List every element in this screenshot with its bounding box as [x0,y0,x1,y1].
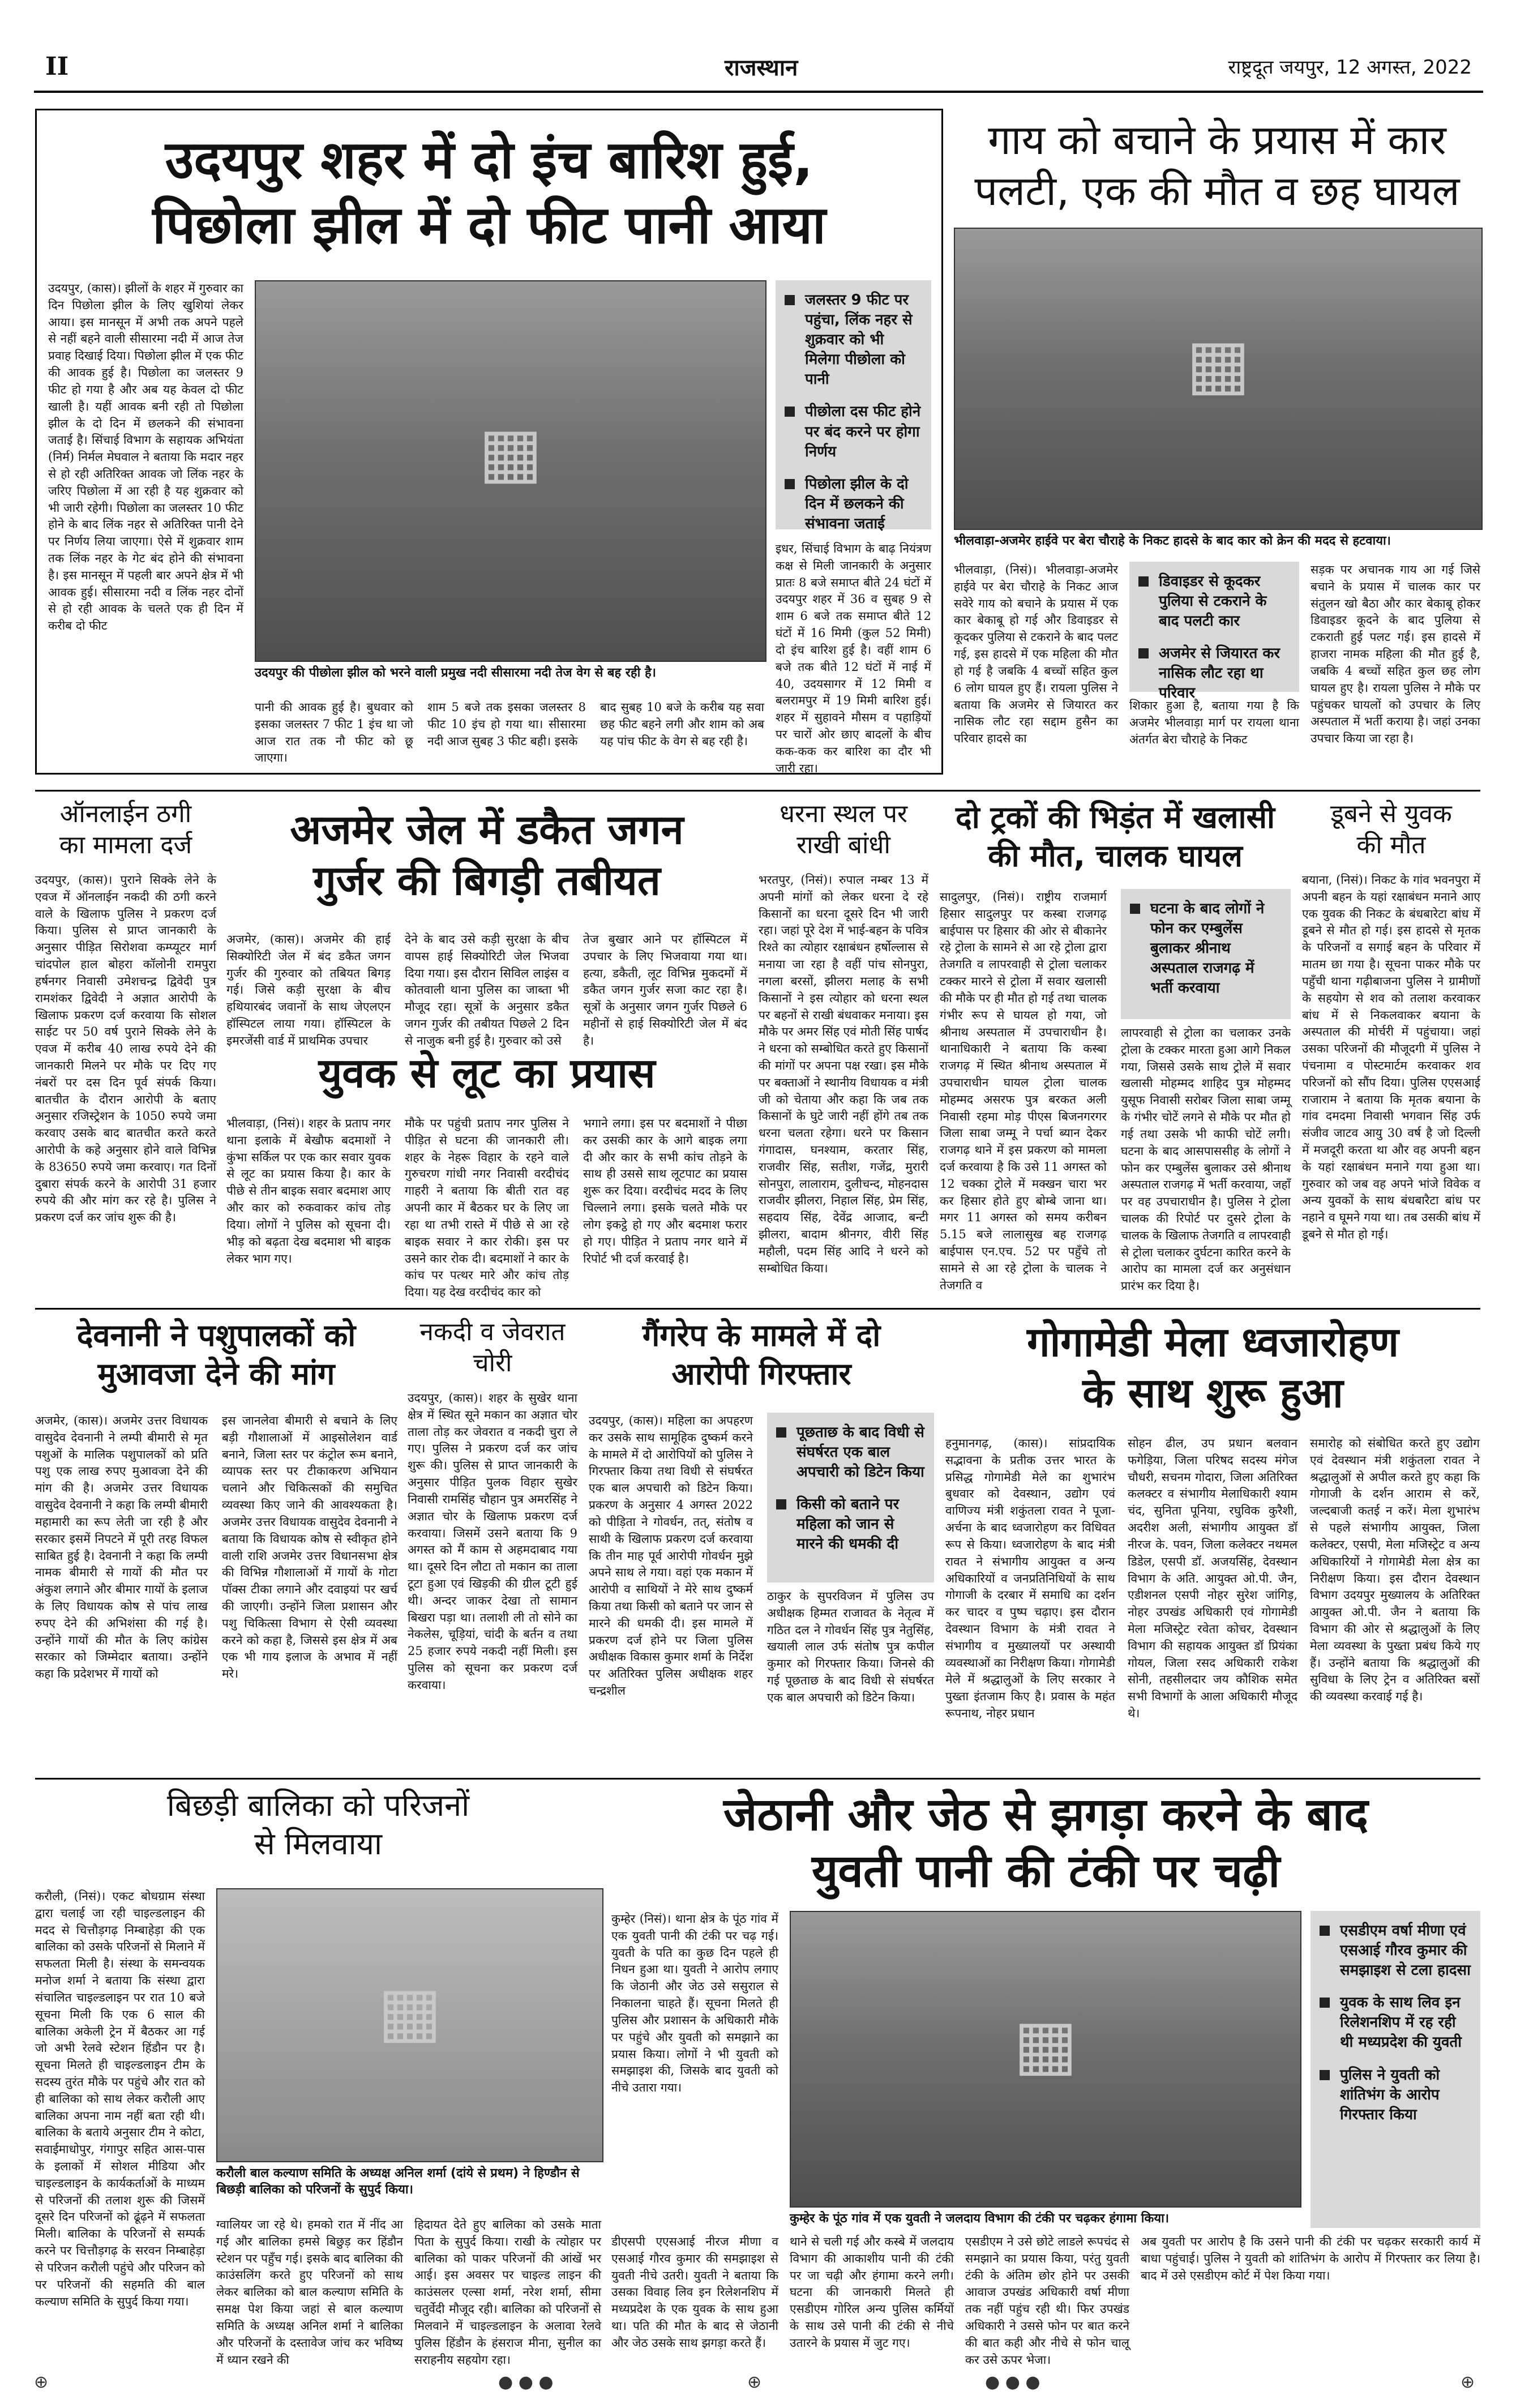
highlight-box [767,1413,934,1582]
car-crane-photo [954,228,1483,530]
highlight-box [1121,889,1291,1019]
article-column: सड़क पर अचानक गाय आ गई जिसे बचाने के प्रयास में चालक कार पर संतुलन खो बैठा और कार बेकाबू होकर डिवाइडर कूदने के बाद पुलिया से टकराती हुई पलट गई। इस हादसे में हाजरा नामक महिला की मौत हुई है, जबकि 4 बच्चों सहित कुल छह लोग घायल हुए है। रायला पुलिस ने मौके पर पहुंचकर घायलों को उपचार के लिए अस्पताल में भर्ती कराया है। जहां उनका उपचार किया जा रहा है। [1311,563,1480,746]
article-column: उदयपुर, (कास)। झीलों के शहर में गुरुवार का दिन पिछोला झील के लिए खुशियां लेकर आया। इस मानसून में अभी तक अपने पहले से नहीं बहने वाली सीसारमा नदी में आज तेज प्रवाह दिखाई दिया। पिछोला झील में एक फीट की आवक हुई है। पिछोला का जलस्तर 9 फीट हो गया है और अब यह केवल दो फीट खाली है। यहीं आवक बनी रही तो पिछोला झील के दो दिन में छलकने की संभावना जताई है। सिंचाई विभाग के सहायक अभियंता (निर्म) निर्मल मेघवाल ने बताया कि मदार नहर से हो रही अतिरिक्त आवक जो लिंक नहर के जरिए पिछोला में आ रही है यह शुक्रवार को भी जारी रहेगी। पिछोला का जलस्तर 10 फीट होने के बाद लिंक नहर से अतिरिक्त पानी देने पर निर्णय लिया जाएगा। ऐसे में शुक्रवार शाम तक लिंक नहर के गेट बंद होने की संभावना है। इस मानसून में पहली बार अपने क्षेत्र में भी आवक हुई। सीसारमा नदी व लिंक नहर दोनों से हो रही आवक के चलते एक ही दिन में करीब दो फीट [48,281,243,633]
page-footer [0,2372,1516,2395]
highlight-item: अजमेर से जियारत कर नासिक लौट रहा था परिवार [1138,644,1290,703]
headline-line-1: डूबने से युवक [1330,799,1452,828]
dateline: राष्ट्रदूत जयपुर, 12 अगस्त, 2022 [1228,56,1472,79]
photo-caption: उदयपुर की पीछोला झील को भरने वाली प्रमुख नदी सीसारमा नदी तेज वेग से बह रही है। [255,666,656,680]
headline [954,114,1480,216]
article-column: कुम्हेर (निसं)। थाना क्षेत्र के पूंठ गांव में एक युवती पानी की टंकी पर चढ़ गई। युवती के पति का कुछ दिन पहले ही निधन हुआ था। युवती ने आरोप लगाए कि जेठानी और जेठ उसे ससुराल से निकालना चाहते हैं। सूचना मिलते ही पुलिस और प्रशासन के अधिकारी मौके पर पहुंचे और युवती को समझाने का प्रयास किया। लोगों ने भी युवती को समझाइश की, जिसके बाद युवती को नीचे उतारा गया। [611,1912,778,2095]
article-column: भीलवाड़ा, (निसं)। शहर के प्रताप नगर थाना इलाके में बेखौफ बदमाशों ने कुंभा सर्किल पर एक कार सवार युवक से लूट का प्रयास किया है। कार के पीछे से तीन बाइक सवार बदमाश आए और कार को रुकवाकर कांच तोड़ दिया। लोगों ने पुलिस को सूचना दी। भीड़ को बढ़ता देख बदमाश भी बाइक लेकर भाग गए। [226,1117,391,1265]
headline [589,1316,934,1393]
article-column: अब युवती पर आरोप है कि उसने पानी की टंकी पर चढ़कर सरकारी कार्य में बाधा पहुंचाई। पुलिस ने युवती को शांतिभंग के आरोप में गिरफ्तार कर लिया है। बाद में उसे एसडीएम कोर्ट में पेश किया गया। [1141,2235,1480,2282]
article-column: भगाने लगा। इस पर बदमाशों ने पीछा कर उसकी कार के आगे बाइक लगा दी और कार के सभी कांच तोड़ने के साथ ही उससे साथ लूटपाट का प्रयास शुरू कर दिया। वरदीचंद मदद के लिए चिल्लाने लगा। इसके चलते मौके पर लोग इकट्ठे हो गए और बदमाश फरार हो गए। पीड़ित ने प्रताप नगर थाने में रिपोर्ट भी दर्ज करवाई है। [583,1117,747,1265]
headline-line-2: की मौत [1356,831,1426,859]
article-column: अजमेर, (कास)। अजमेर की हाई सिक्योरिटी जेल में बंद डकैत जगन गुर्जर की गुरुवार को तबियत बिगड़ गई। जिसे कड़ी सुरक्षा के बीच हथियारबंद जवानों के साथ जेएलएन हॉस्पिटल लाया गया। हॉस्पिटल के इमरजेंसी वार्ड में प्राथमिक उपचार [226,933,391,1047]
article-column: इस जानलेवा बीमारी से बचाने के लिए बड़ी गौशालाओं में आइसोलेशन वार्ड बनाने, जिला स्तर पर कंट्रोल रूम बनाने, व्यापक स्तर पर टीकाकरण अभियान चलाने और चिकित्सकों की समुचित व्यवस्था किए जाने की आवश्यकता है। अजमेर उत्तर विधायक वासुदेव देवनानी ने बताया कि विधायक कोष से स्वीकृत होने वाली राशि अजमेर उत्तर विधानसभा क्षेत्र की विभिन्न गौशालाओं में गायों के गोटा पॉक्स टीका लगाने और दवाइयां पर खर्च की जाएगी। उन्होंने जिला प्रशासन और पशु चिकित्सा विभाग से ऐसी व्यवस्था करने को कहा है, जिससे इस क्षेत्र में अब एक भी गाय इलाज के अभाव में नहीं मरे। [222,1414,397,1681]
highlight-box [1311,1911,1480,2228]
photo-caption: करौली बाल कल्याण समिति के अध्यक्ष अनिल शर्मा (दांये से प्रथम) ने हिण्डौन से बिछड़ी बालिका को परिजनों के सुपुर्द किया। [216,2166,580,2197]
headline-line-1: गैंगरेप के मामले में दो [642,1318,881,1353]
article-column: समारोह को संबोधित करते हुए उद्योग एवं देवस्थान मंत्री शकुंतला रावत ने श्रद्धालुओं से अपील करते हुए कहा कि गोगाजी के दर्शन आराम से करें, जल्दबाजी कतई न करें। मेला शुभारंभ से पहले संभागीय आयुक्त, जिला कलेक्टर, एसपी, मेला मजिस्ट्रेट व अन्य अधिकारियों ने गोगामेडी मेला क्षेत्र का निरीक्षण किया। इस दौरान देवस्थान विभाग उदयपुर मुख्यालय के अतिरिक्त आयुक्त ओ.पी. जैन ने बताया कि विभाग की ओर से श्रद्धालुओं के लिए मेला व्यवस्था के पुख्ता प्रबंध किये गए हैं। उन्होंने बताया कि श्रद्धालुओं की सुविधा के लिए ट्रेन व अतिरिक्त बसों की व्यवस्था करवाई गई है। [1310,1436,1480,1704]
article-online-fraud [35,798,216,1297]
section-title: राजस्थान [725,55,798,81]
page-number: II [45,52,69,81]
highlight-item: पिछोला झील के दो दिन में छलकने की संभावना जताई [785,474,922,534]
article-gogamedi-fair [945,1316,1480,1769]
headline [611,1786,1480,1900]
highlight-item: डिवाइडर से कूदकर पुलिया से टकराने के बाद पलटी कार [1138,572,1290,631]
image-icon: ▦ [478,413,543,491]
headline-line-2: की मौत, चालक घायल [988,837,1243,874]
image-icon: ▦ [1186,324,1251,403]
article-rakhi [759,798,928,1297]
headline-line-1: दो ट्रकों की भिड़ंत में खलासी [956,799,1275,835]
highlight-item: एसडीएम वर्षा मीणा एवं एसआई गौरव कुमार की समझाइश से टला हादसा [1320,1921,1471,1981]
image-icon: ▦ [1013,2005,1078,2084]
registration-mark-icon: ⊕ [1461,2372,1475,2392]
highlight-box [776,280,931,532]
headline: युवक से लूट का प्रयास [318,1049,656,1097]
highlight-item: पूछताछ के बाद विधी से संघर्षरत एक बाल अपचारी को डिटेन किया [776,1423,925,1482]
headline-line-1: गाय को बचाने के प्रयास में कार [988,116,1446,164]
article-column: एसडीएम ने उसे छोटे लाडले रूपचंद से समझाने का प्रयास किया, परंतु युवती टंकी के अंतिम छोर होने पर उसकी आवाज उपखंड अधिकारी वर्षा मीणा तक नहीं पहुंच रही थी। फिर उपखंड अधिकारी ने उससे फोन पर बात करने की बात कही और नीचे से फोन चालू कर उसे ऊपर भेजा। [965,2235,1129,2367]
headline [408,1316,577,1379]
headline-line-2: आरोपी गिरफ्तार [671,1355,851,1392]
article-column: शाम 5 बजे तक इसका जलस्तर 8 फीट 10 इंच हो गया था। सीसारमा नदी आज सुबह 3 फीट बही। इसके [427,700,586,748]
headline [35,1316,397,1393]
article-column: लापरवाही से ट्रोला का चलाकर उनके ट्रोला के टक्कर मारता हुआ आगे निकल गया, जिससे उसके साथ ट्रोले में सवार खलासी मोहम्मद शाहिद पुत्र मोहम्मद युसूफ निवासी सरोबर जिला साबा जम्मू के गंभीर चोटें लगने से मौके पर मौत हो गई तथा उसके भी काफी चोटें लगी। घटना के बाद आसपाससीह के लोगों ने फोन कर एम्बुलेंस बुलाकर उसे श्रीनाथ अस्पताल राजगढ़ में भर्ती करवाया, जहाँ पर वह उपचाराधीन है। पुलिस ने ट्रोला चालक की रिपोर्ट पर दुसरे ट्रोला के चालक के खिलाफ तेजगति व लापरवाही से ट्रोला चलाकर दुर्घटना कारित करने के आरोप का मामला दर्ज कर अनुसंधान प्रारंभ कर दिया है। [1121,1026,1291,1293]
article-column: उदयपुर, (कास)। पुराने सिक्के लेने के एवज में ऑनलाईन नकदी की ठगी करने वाले के खिलाफ पुलिस ने प्रकरण दर्ज किया। पुलिस से प्राप्त जानकारी के अनुसार पीड़ित सिरोशवा कम्प्यूटर मार्ग चांदपोल हाल बोहरा कॉलोनी रामपुरा हर्षनगर निवासी उमेशचन्द्र द्विवेदी पुत्र रामशंकर द्विवेदी ने अज्ञात आरोपी के खिलाफ प्रकरण दर्ज करवाया कि सोशल साईट पर 50 वर्ष पुराने सिक्के लेने के एवज में करीब 40 लाख रुपये देने की जानकारी मिलने पर मौके पर दिए गए नंबरों पर दस दिन पूर्व संपर्क किया। बातचीत के दौरान आरोपी के बताए अनुसार रजिस्ट्रेशन के 1050 रुपये जमा करवाए उसके बाद बातचीत करते करते आरोपी के कहे अनुसार होने वाले विभिन्न के 83650 रुपये जमा करवाए। गत दिनों दुबारा संपर्क करने के आरोपी 31 हजार रुपये की और मांग कर रहे है। पुलिस ने प्रकरण दर्ज कर जांच शुरू की है। [35,873,216,1225]
article-devnani [35,1316,397,1769]
article-drowning [1302,798,1480,1297]
headline-line-2: मुआवजा देने की मांग [97,1355,335,1392]
highlight-item: किसी को बताने पर महिला को जान से मारने की धमकी दी [776,1495,925,1554]
article-column: करौली, (निसं)। एकट बोधग्राम संस्था द्वारा चलाई जा रही चाइल्डलाइन की मदद से चित्तौड़गढ़ निम्बाहेड़ा की एक बालिका को उसके परिजनों से मिलाने में सफलता मिली है। संस्था के समन्वयक मनोज शर्मा ने बताया कि संस्था द्वारा संचालित चाइल्डलाइन पर रात 10 बजे सूचना मिली कि एक 6 साल की बालिका अकेली ट्रेन में बैठकर आ गई जो अभी रेलवे स्टेशन हिंडौन पर है। सूचना मिलते ही चाइल्डलाइन टीम के सदस्य तुरंत मौके पर पहुंचे और रात को ही बालिका को साथ लेकर करौली आए बालिका अपना नाम नहीं बता रही थी। बालिका के बताये अनुसार टीम ने कोटा, सवाईमाधोपुर, गंगापुर सहित आस-पास के इलाकों में सोशल मीडिया और चाइल्डलाइन के कार्यकर्ताओं के माध्यम से परिजनों की तलाश शुरू की जिसमें दूसरे दिन परिजनों को ढूंढ़ने में सफलता मिली। बालिका के परिजनों से सम्पर्क करने पर चित्तौड़गढ़ के सरवन निम्बाहेड़ा से परिजन करौली पहुंचे और परिजन को पर परिजनों की सहमति की बाल कल्याण समिति के सुपुर्द किया गया। [35,1889,205,2308]
article-column: भरतपुर, (निसं)। रुपाल नम्बर 13 में अपनी मांगों को लेकर धरना दे रहे किसानों का धरना दूसरे दिन भी जारी रहा। जहां पूरे देश में भाई-बहन के पवित्र रिश्ते का त्योहार रक्षाबंधन हर्षोल्लास से मनाया जा रहा है वहीं पांच सोनपुरा, नगला बरसों, झीलरा मलाह के सभी किसानों ने इस त्योहार को धरना स्थल पर बहनों से राखी बंधवाकर मनाया। इस मौके पर अमर सिंह एवं मोती सिंह पार्षद ने धरना को सम्बोधित करते हुए किसानों की मांगों पर अपना पक्ष रखा। इस मौके पर बक्ताओं ने स्थानीय विधायक व मंत्री जी को चेताया और कहा कि जब तक किसानों के घुटे जारी नहीं होंगे तब तक धरना चलता रहेगा। धरने पर किसान गंगादास, घनश्याम, करतार सिंह, राजवीर सिंह, सतीश, गजेंद्र, मुरारी सोनपुरा, लालाराम, दुलीचन्द, मोहनदास राजवीर झीलरा, निहाल सिंह, प्रेम सिंह, सहदाय सिंह, देवेंद्र आजाद, बन्टी झीलरा, बादाम श्रीनगर, वीरी सिंह महौली, पदम सिंह आदि ने धरने को सम्बोधित किया। [759,873,928,1275]
highlight-item: जलस्तर 9 फीट पर पहुंचा, लिंक नहर से शुक्रवार को भी मिलेगा पीछोला को पानी [785,290,922,390]
highlight-item: युवक के साथ लिव इन रिलेशनशिप में रह रही थी मध्यप्रदेश की युवती [1320,1993,1471,2052]
article-column: ग्वालियर जा रहे थे। हमको रात में नींद आ गई और बालिका हमसे बिछुड़ कर हिंडौन स्टेशन पर पहुँच गई। इसके बाद बालिका की काउंसलिंग करते हुए परिजनों को साथ लेकर बालिका को बाल कल्याण समिति के समक्ष पेश किया जहां से बाल कल्याण समिति के अध्यक्ष अनिल शर्मा ने बालिका और परिजनों के दस्तावेज जांच कर भविष्य में ध्यान रखने की [216,2218,403,2367]
headline-line-1: गोगामेडी मेला ध्वजारोहण [1027,1318,1399,1366]
article-column: हनुमानगढ़, (कास)। सांप्रदायिक सद्भावना के प्रतीक उत्तर भारत के प्रसिद्ध गोगामेडी मेले का शुभारंभ बुधवार को देवस्थान, उद्योग एवं वाणिज्य मंत्री शकुंतला रावत ने पूजा-अर्चना के बाद ध्वजारोहण कर विधिवत रूप से किया। ध्वजारोहण के बाद मंत्री रावत ने संभागीय आयुक्त व अन्य अधिकारियों व जनप्रतिनिधियों के साथ गोगाजी के दरबार में समाधि का दर्शन कर चादर व पुष्प चढ़ाए। इस दौरान देवस्थान विभाग के मंत्री रावत ने संभागीय व मुख्यालयों पर अस्थायी व्यवस्थाओं का निरीक्षण किया। गोगामेडी मेले में श्रद्धालुओं के लिए सरकार ने पुख्ता इंतजाम किए है। प्रवास के महंत रूपनाथ, नोहर प्रधान [945,1436,1115,1720]
headline-line-2: पिछोला झील में दो फीट पानी आया [152,195,826,255]
headline-line-1: उदयपुर शहर में दो इंच बारिश हुई, [165,130,813,190]
section-divider [35,1778,1480,1780]
article-column: डीएसपी एएसआई नीरज मीणा व एसआई गौरव कुमार की समझाइश से युवती नीचे उतरी। युवती ने बताया कि उसका विवाह लिव इन रिलेशनशिप में मध्यप्रदेश के एक युवक के साथ हुआ था। पति की मौत के बाद से जेठानी और जेठ उसके साथ झगड़ा करते हैं। [611,2235,778,2350]
article-column: भीलवाड़ा, (निसं)। भीलवाड़ा-अजमेर हाईवे पर बेरा चौराहे के निकट आज सवेरे गाय को बचाने के प्रयास में एक कार बेकाबू हो गई और डिवाइडर से कूदकर पुलिया से टकराने के बाद पलट गई, इस हादसे में एक महिला की मौत हो गई है जबकि 4 बच्चों सहित कुल 6 लोग घायल हुए हैं। रायला पुलिस ने बताया कि अजमेर से जियारत कर नासिक लौट रहा सद्दाम हुसैन का परिवार हादसे का [954,563,1118,746]
headline-line-1: ऑनलाईन ठगी [59,799,192,828]
registration-mark-icon: ⊕ [747,2372,762,2392]
registration-mark-icon: ⊕ [34,2372,49,2392]
article-column: उदयपुर, (कास)। महिला का अपहरण कर उसके साथ सामूहिक दुष्कर्म करने के मामले में दो आरोपियों को पुलिस ने गिरफ्तार किया तथा विधी से संघर्षरत एक बाल अपचारी को डिटेन किया। प्रकरण के अनुसार 4 अगस्त 2022 को पीड़िता ने गोवर्धन, तत्, संतोष व साथी के खिलाफ प्रकरण दर्ज करवाया कि तीन माह पूर्व आरोपी गोवर्धन मुझे अपने साथ ले गया। वहां एक मकान में आरोपी व साथियों ने मेरे साथ दुष्कर्म किया तथा किसी को बताने पर जान से मारने की धमकी दी। इस मामले में प्रकरण दर्ज होने पर जिला पुलिस अधीक्षक विकास कुमार शर्मा के निर्देश पर अतिरिक्त पुलिस अधीक्षक शहर चन्द्रशील [589,1414,753,1697]
headline [759,798,928,861]
article-column: बाद सुबह 10 बजे के करीब यह सवा छह फीट बहने लगी और शाम को अब यह पांच फीट के वेग से बह रही है। [600,700,764,748]
photo-caption: कुम्हेर के पूंठ गांव में एक युवती ने जलदाय विभाग की टंकी पर चढ़कर हंगामा किया। [790,2212,1170,2226]
headline-line-2: युवती पानी की टंकी पर चढ़ी [811,1845,1281,1897]
article-theft [408,1316,577,1769]
headline-line-2: से मिलवाया [254,1825,382,1862]
highlight-item: पुलिस ने युवती को शांतिभंग के आरोप गिरफ्तार किया [1320,2065,1471,2125]
headline-line-1: बिछड़ी बालिका को परिजनों [166,1787,470,1823]
headline-line-1: धरना स्थल पर [779,799,908,828]
headline-line-2: गुर्जर की बिगड़ी तबीयत [313,857,661,904]
article-column: मौके पर पहुंची प्रताप नगर पुलिस ने पीड़ित से घटना की जानकारी ली। शहर के नेहरू विहार के रहने वाले गुरुचरण गांधी नगर निवासी वरदीचंद गाहरी ने बताया कि बीती रात वह अपनी कार में बैठकर घर के लिए जा रहा था तभी रास्ते में पीछे से आ रहे बाइक सवार ने कार रोकी। इस पर उसने कार रोक दी। बदमाशों ने कार के कांच पर पत्थर मारे और कांच तोड़ दिया। यह देख वरदीचंद कार को [405,1117,569,1299]
article-jail [226,798,747,1047]
article-gangrape-arrest [589,1316,934,1769]
article-column: देने के बाद उसे कड़ी सुरक्षा के बीच वापस हाई सिक्योरिटी जेल भिजवा दिया गया। इस दौरान सिविल लाइंस व कोतवाली थाना पुलिस का जाब्ता भी मौजूद रहा। सूत्रों के अनुसार डकैत जगन गुर्जर की तबीयत पिछले 2 दिन से नाजुक बनी हुई है। गुरुवार को उसे [405,933,569,1047]
article-column: तेज बुखार आने पर हॉस्पिटल में उपचार के लिए भिजवाया गया था। हत्या, डकैती, लूट विभिन्न मुकदमों में डकैत जगन गुर्जर सजा काट रहा है। सूत्रों के अनुसार जगन गुर्जर पिछले 6 महीनों से हाई सिक्योरिटी जेल में बंद है। [583,933,747,1047]
headline-line-2: चोरी [473,1349,512,1378]
headline [35,798,216,861]
headline-line-2: का मामला दर्ज [59,831,192,859]
headline [35,1786,601,1863]
article-column: हिदायत देते हुए बालिका को उसके माता पिता के सुपुर्द किया। राखी के त्योहार पर बालिका को पाकर परिजनों की आंखें भर आई। इस अवसर पर चाइल्ड लाइन की काउंसलर एल्सा शर्मा, नरेश शर्मा, सीमा चतुर्वेदी मौजूद रही। बालिका को परिजनों से मिलवाने में चाइल्डलाइन के अलावा रेलवे पुलिस हिंडौन के हंसराज मीना, सुनील का सराहनीय सहयोग रहा। [414,2218,601,2367]
headline [945,1316,1480,1418]
registration-mark-icon: ● ● ● [985,2372,1040,2392]
photo-caption: भीलवाड़ा-अजमेर हाईवे पर बेरा चौराहे के निकट हादसे के बाद कार को क्रेन की मदद से हटवाया। [954,534,1391,548]
article-column: थाने से चली गई और कस्बे में जलदाय विभाग की आकाशीय पानी की टंकी पर जा चढ़ी और हंगामा करने लगी। घटना की जानकारी मिलते ही एसडीएम गोरिल अन्य पुलिस कर्मियों के साथ उसे पानी की टंकी से नीचे उतारने के प्रयास में जुट गए। [790,2235,954,2350]
section-divider [35,790,1480,792]
highlight-item: पीछोला दस फीट होने पर बंद करने पर होगा निर्णय [785,402,922,461]
article-column: सोहन ढील, उप प्रधान बलवान फगेड़िया, जिला परिषद सदस्य मंगेज चौधरी, सचनम गोदारा, जिला अतिरिक्त कलक्टर व संभागीय मेलाधिकारी श्याम चंद, सुनिता पूनिया, रघुविक कुरैशी, अदरीश अली, संभागीय आयुक्त डॉ नीरज के. पवन, जिला कलेक्टर नथमल डिडेल, एसपी डॉ. अजयसिंह, देवस्थान विभाग के अति. आयुक्त ओ.पी. जैन, एडीशनल एसपी नोहर सुरेश जांगिड़, नोहर उपखंड अधिकारी एवं गोगामेडी मेला मजिस्ट्रेट रवेता कोचर, देवस्थान विभाग की सहायक आयुक्त डॉ प्रियंका गोयल, जिला रसद अधिकारी राकेश सोनी, तहसीलदार जय कौशिक समेत सभी विभागों के आला अधिकारी मौजूद थे। [1128,1436,1297,1720]
highlight-item: घटना के बाद लोगों ने फोन कर एम्बुलेंस बुलाकर श्रीनाथ अस्पताल राजगढ़ में भर्ती करवाया [1130,899,1282,998]
article-girl-reunited [35,1786,601,2367]
article-column: पानी की आवक हुई है। बुधवार को इसका जलस्तर 7 फीट 1 इंच था जो आज रात तक नौ फीट को छू जाएगा। [255,700,413,765]
girl-family-photo [216,1888,603,2162]
article-car-accident [954,109,1480,777]
article-column: उदयपुर, (कास)। शहर के सुखेर थाना क्षेत्र में स्थित सूने मकान का अज्ञात चोर ताला तोड़ कर जेवरात व नकदी चुरा ले गए। पुलिस ने प्रकरण दर्ज कर जांच शुरू की। पुलिस से प्राप्त जानकारी के अनुसार पीड़ित पुलक विहार सुखेर निवासी रामसिंह चौहान पुत्र अमरसिंह ने अज्ञात चोर के खिलाफ प्रकरण दर्ज करवाया। जिसमें उसने बताया कि 9 अगस्त को मैं काम से अहमदाबाद गया था। दूसरे दिन लौटा तो मकान का ताला टूटा हुआ एवं खिड़की की ग्रील टूटी हुई थी। अन्दर जाकर देखा तो सामान बिखरा पड़ा था। तलाशी ली तो सोने का नेकलेस, चूड़ियां, चांदी के बर्तन व तथा 25 हजार रुपये नकदी नहीं मिली। इस पुलिस को सूचना कर प्रकरण दर्ज करवाया। [408,1391,577,1692]
image-icon: ▦ [378,1972,442,2051]
article-column: सादुलपुर, (निसं)। राष्ट्रीय राजमार्ग हिसार सादुलपुर पर कस्बा राजगढ़ बाईपास पर हिसार की ओर से बीकानेर रहे ट्रोला के सामने से आ रहे ट्रोला द्वारा तेजगति व लापरवाही से ट्रोला चलाकर टक्कर मारने से ट्रोला में सवार खलासी की मौके पर ही मौत हो गई तथा चालक गंभीर रूप से घायल हो गया, जो श्रीनाथ अस्पताल में उपचाराधीन है। थानाधिकारी ने बताया कि कस्बा राजगढ़ में स्थित श्रीनाथ अस्पताल में उपचाराधीन घायल ट्रोला चालक मोहम्मद असरफ पुत्र बरकत अली निवासी रहमा मोड़ पीएस बिजनगरगर जिला साबा जम्मू ने पर्चा ब्यान देकर राजगढ़ थाने में इस प्रकरण को मामला दर्ज करवाया है कि उसे 11 अगस्त को 12 चक्का ट्रोले में मक्खन चारा भर कर हिसार होते हुए बोम्बे जाना था। मगर 11 अगस्त को समय करीबन 5.15 बजे लालासुख बह राजगढ़ बाईपास एन.एच. 52 पर पहुँचे तो सामने से आ रहे ट्रोला के चालक ने तेजगति व [940,890,1107,1292]
page-header [34,40,1483,93]
highlight-box [1129,562,1299,702]
river-photo [255,280,766,662]
article-truck-collision [940,798,1291,1297]
headline-line-2: के साथ शुरू हुआ [1082,1369,1343,1417]
registration-mark-icon: ● ● ● [498,2372,554,2392]
headline [226,804,747,906]
section-divider [35,1308,1480,1310]
article-column: अजमेर, (कास)। अजमेर उत्तर विधायक वासुदेव देवनानी ने लम्पी बीमारी से मृत पशुओं के मालिक पशुपालकों को प्रति पशु एक लाख रुपए मुआवजा देने की मांग की है। अजमेर उत्तर विधायक वासुदेव देवनानी ने कहा कि लम्पी बीमारी महामारी का रूप लेती जा रही है और सरकार इसमें निपटने में पूरी तरह विफल साबित हुई है। देवनानी ने कहा कि लम्पी नामक बीमारी से गायों की मौत पर अंकुश लगाने और बीमार गायों के इलाज के लिए विधायक कोष से पांच लाख रुपए देने की अभिशंसा की गई है। उन्होंने गायों की मौत के लिए कांग्रेस सरकार को जिम्मेदार बताया। उन्होंने कहा कि प्रदेशभर में गायों को [35,1414,208,1681]
headline-line-1: जेठानी और जेठ से झगड़ा करने के बाद [723,1788,1369,1841]
headline-line-2: राखी बांधी [796,831,890,859]
headline-line-1: नकदी व जेवरात [419,1318,566,1346]
article-column: शिकार हुआ है, बताया गया है कि अजमेर भीलवाड़ा मार्ग पर रायला थाना अंतर्गत बेरा चौराहे के निकट [1129,699,1299,746]
headline-line-1: अजमेर जेल में डकैत जगन [290,806,684,853]
headline-line-1: देवनानी ने पशुपालकों को [76,1318,356,1353]
article-column: बयाना, (निसं)। निकट के गांव भवनपुरा में अपनी बहन के यहां रक्षाबंधन मनाने आए एक युवक की निकट के बंधबारेटा बांध में डूबने से मौत हो गई। इस हादसे से मृतक के परिजनों व सगाई बहन के परिवार में मातम छा गया है। सूचना पाकर मौके पर पहुँची थाना गढ़ीबाजना पुलिस ने ग्रामीणों के सहयोग से शव को तलाश करवाकर बांध में से निकलवाकर बयाना के अस्पताल की मोर्चरी में पहुंचाया। जहां उसका परिजनों की मौजूदगी में पुलिस ने पंचनामा व पोस्टमार्टम करवाकर शव परिजनों को सौंप दिया। पुलिस एएसआई राजाराम ने बताया कि मृतक बयाना के गांव दमदमा निवासी भगवान सिंह उर्फ संजीव जाटव आयु 30 वर्ष है जो दिल्ली में मजदूरी करता था और वह अपनी बहन के यहां रक्षाबंधन मनाने गया हुआ था। गुरुवार को जब वह अपने भांजे विवेक व अन्य युवकों के साथ बंधबारैटा बांध पर नहाने व घूमने गया था। तब उसकी बांध में डूबने से मौत हो गई। [1302,873,1480,1242]
article-column: इधर, सिंचाई विभाग के बाढ़ नियंत्रण कक्ष से मिली जानकारी के अनुसार प्रातः 8 बजे समाप्त बीते 24 घंटों में उदयपुर शहर में 36 व सुबह 9 से शाम 6 बजे तक समाप्त बीते 12 घंटों में 16 मिमी (कुल 52 मिमी) दो इंच बारिश हुई है। वहीं शाम 6 बजे तक बीते 12 घंटों में नाई में 40, उदयसागर में 12 मिमी व बलरामपुर में 19 मिमी बारिश हुई। शहर में सुहावने मौसम व पहाड़ियों पर चारों ओर छाए बादलों के बीच कक-कक कर बारिश का दौर भी जारी रहा। [776,542,931,775]
water-tank-photo [790,1911,1301,2208]
article-water-tank [611,1786,1480,2367]
headline [37,127,941,258]
headline [1302,798,1480,861]
article-column: ठाकुर के सुपरविजन में पुलिस उप अधीक्षक हिम्मत राजावत के नेतृत्व में गठित दल ने गोवर्धन सिंह पुत्र नेतुसिंह, खयाली लाल उर्फ संतोष पुत्र कपील कुमार को गिरफ्तार किया। जिनसे की गई पूछताछ के बाद विधी से संघर्षरत एक बाल अपचारी को डिटेन किया। [767,1589,934,1704]
article-robbery [226,1047,747,1297]
headline [940,798,1291,875]
headline-line-2: पलटी, एक की मौत व छह घायल [974,167,1460,215]
article-udaipur-rain [35,109,943,775]
